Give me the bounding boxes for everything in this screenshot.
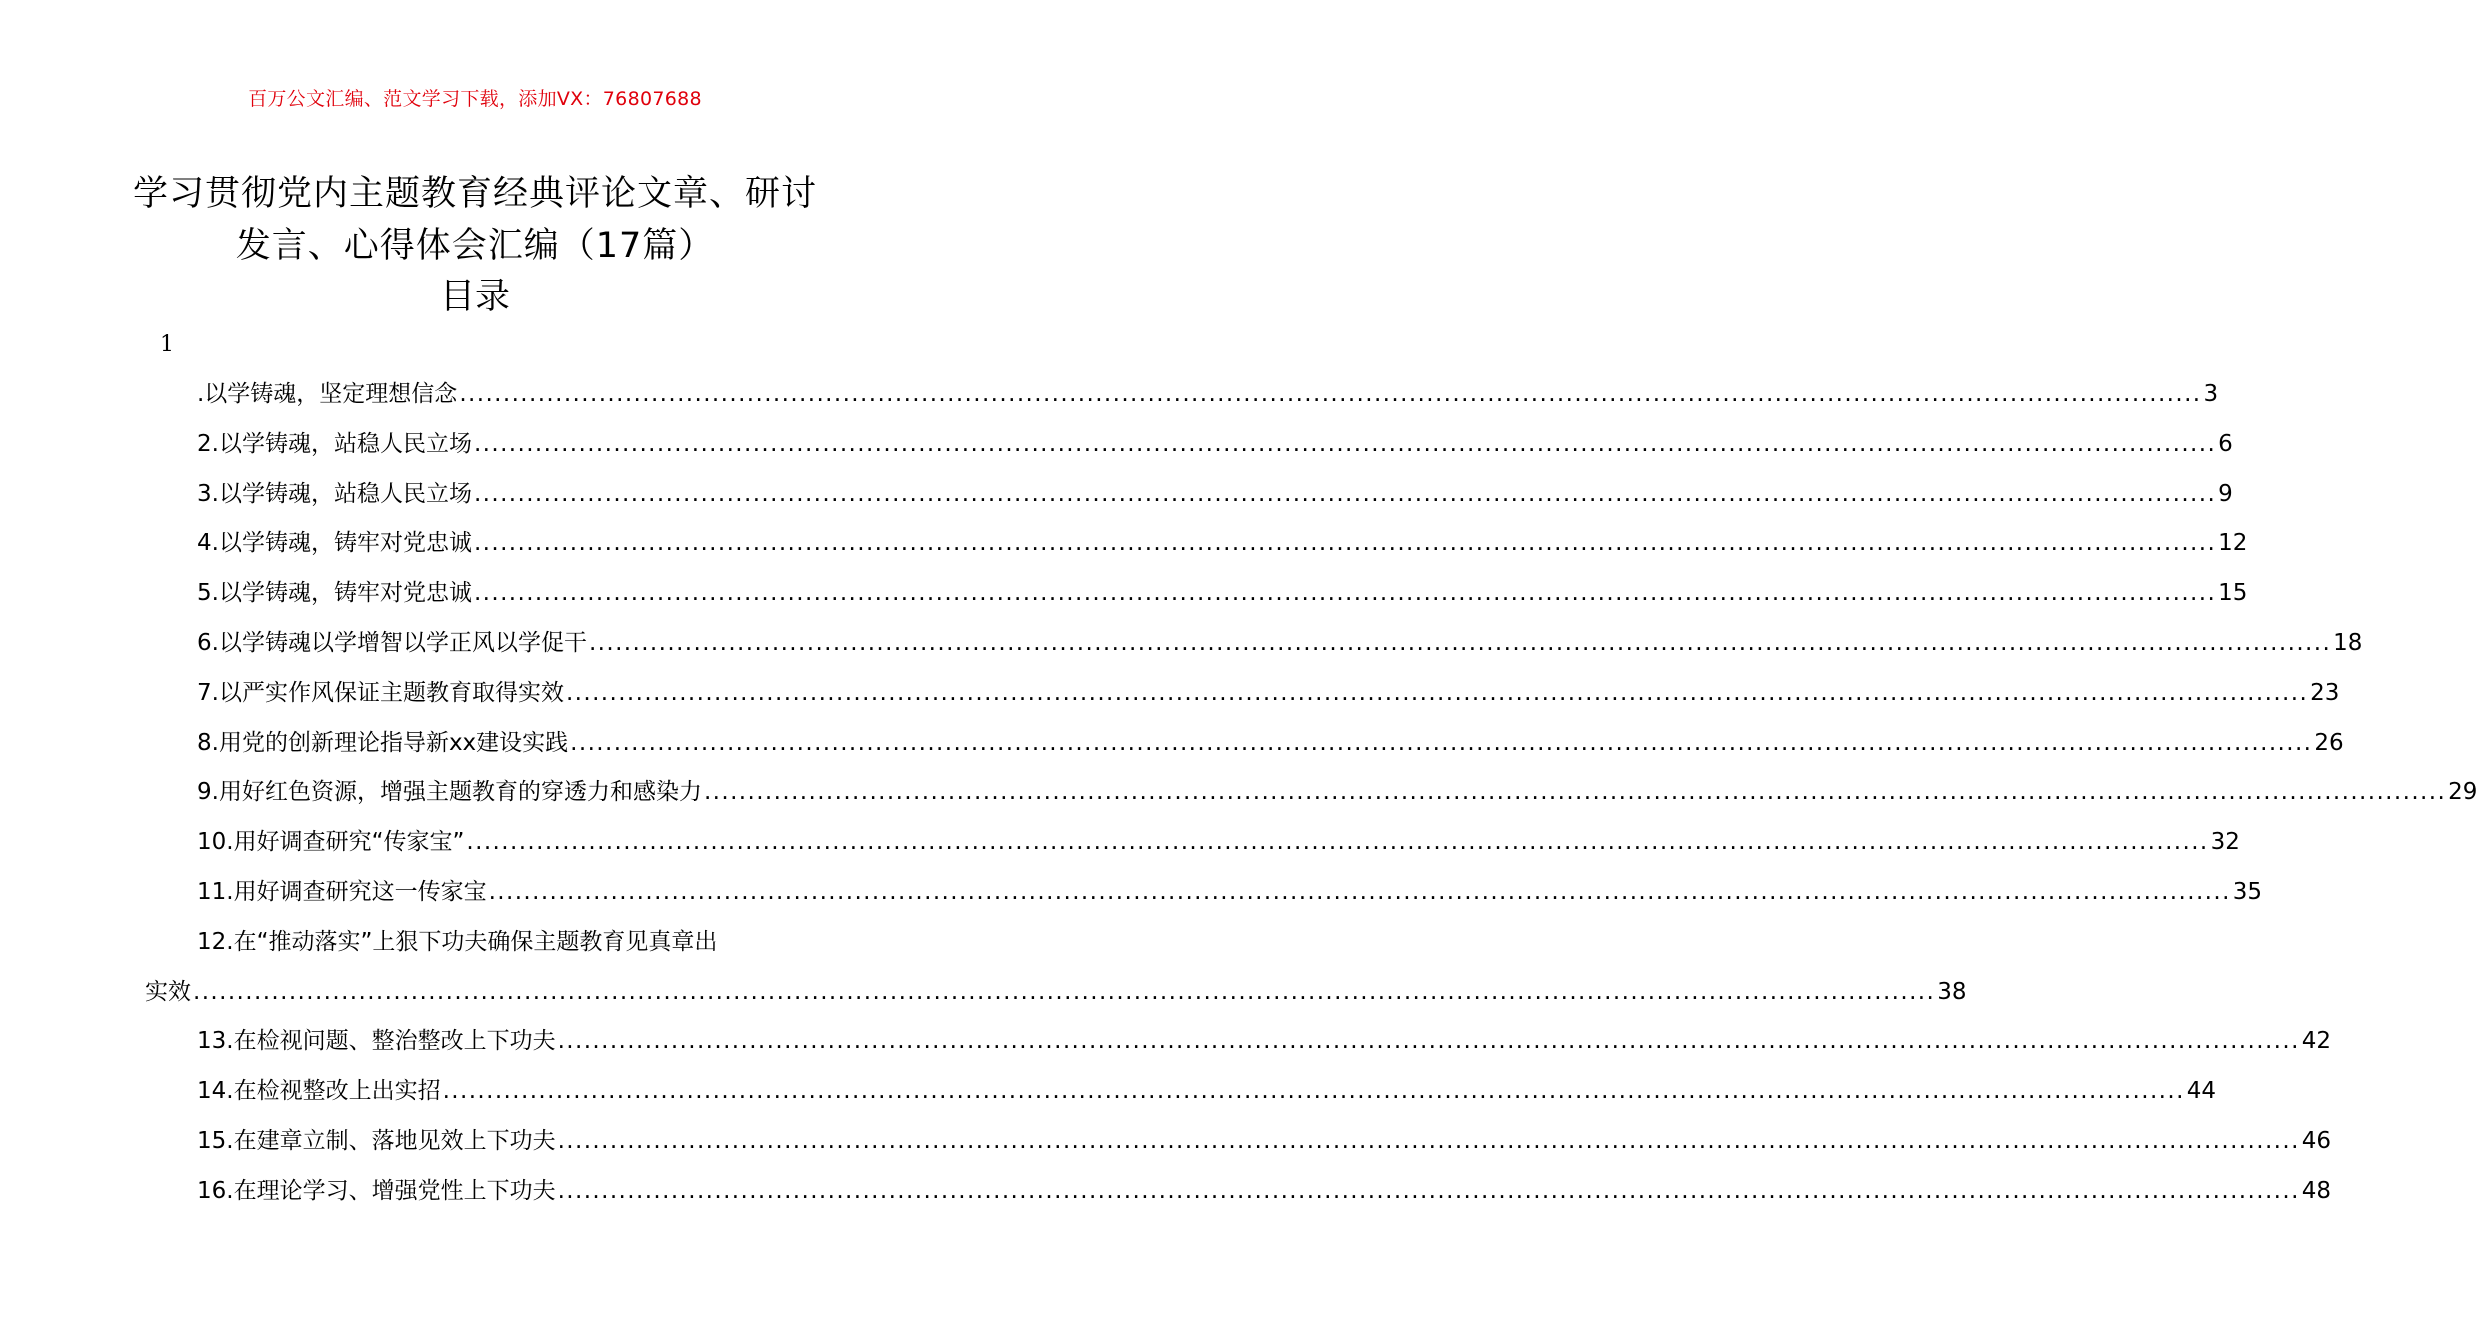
toc-leader-dots: ........................................................................................................................................................................................................ [466, 829, 2209, 856]
toc-entry[interactable] [145, 818, 2240, 868]
toc-leader-dots: ........................................................................................................................................................................................................ [442, 1078, 2185, 1105]
toc-entry[interactable] [145, 1117, 2332, 1167]
toc-leader-dots: ........................................................................................................................................................................................................ [703, 779, 2447, 806]
table-of-contents [145, 370, 2477, 1217]
watermark-header: 百万公文汇编、范文学习下载，添加VX：76807688 [248, 88, 702, 110]
toc-entry[interactable] [145, 719, 2344, 769]
toc-entry-title: 4.以学铸魂，铸牢对党忠诚 [197, 530, 472, 557]
toc-entry-title: 3.以学铸魂，站稳人民立场 [197, 480, 472, 507]
toc-leader-dots: ........................................................................................................................................................................................................ [193, 978, 1936, 1005]
toc-entry-page: 29 [2448, 779, 2477, 806]
toc-entry-continuation[interactable] [145, 968, 1967, 1018]
toc-entry-title: 7.以严实作风保证主题教育取得实效 [197, 679, 564, 706]
toc-entry[interactable] [145, 1067, 2217, 1117]
toc-entry-page: 9 [2218, 480, 2233, 507]
toc-entry-title: 11.用好调查研究这一传家宝 [197, 878, 487, 905]
toc-heading: 目录 [439, 277, 510, 317]
toc-leader-dots: ........................................................................................................................................................................................................ [557, 1127, 2300, 1154]
toc-entry-page: 23 [2310, 679, 2340, 706]
toc-leader-dots: ........................................................................................................................................................................................................ [473, 480, 2217, 507]
toc-entry-title: 14.在检视整改上出实招 [197, 1078, 441, 1105]
toc-entry-page: 42 [2301, 1028, 2332, 1055]
toc-entry-page: 3 [2203, 381, 2219, 407]
toc-entry-page: 18 [2333, 629, 2363, 656]
toc-entry-page: 38 [1937, 978, 1967, 1005]
toc-entry-page: 12 [2218, 530, 2248, 557]
toc-entry-page: 6 [2218, 430, 2233, 457]
toc-entry-title: 6.以学铸魂以学增智以学正风以学促干 [197, 629, 587, 656]
toc-entry-title: .以学铸魂，坚定理想信念 [197, 381, 458, 407]
toc-entry-title: 10.用好调查研究“传家宝” [197, 829, 465, 856]
toc-entry-page: 26 [2314, 729, 2344, 756]
toc-entry[interactable] [145, 470, 2233, 520]
toc-entry-title-line1: 12.在“推动落实”上狠下功夫确保主题教育见真章出 [197, 928, 718, 955]
stray-number: 1 [160, 332, 174, 357]
toc-entry-title: 16.在理论学习、增强党性上下功夫 [197, 1177, 556, 1204]
toc-entry[interactable] [145, 918, 807, 968]
toc-entry-title: 8.用党的创新理论指导新xx建设实践 [197, 729, 569, 756]
toc-entry-title: 2.以学铸魂，站稳人民立场 [197, 430, 472, 457]
toc-entry-title: 9.用好红色资源，增强主题教育的穿透力和感染力 [197, 779, 702, 806]
toc-entry[interactable] [145, 1167, 2332, 1217]
toc-leader-dots: ........................................................................................................................................................................................................ [488, 878, 2231, 905]
toc-entry-title-line2: 实效 [145, 978, 191, 1005]
toc-leader-dots: ........................................................................................................................................................................................................ [557, 1028, 2300, 1055]
toc-leader-dots: ........................................................................................................................................................................................................ [570, 729, 2313, 756]
toc-leader-dots: ........................................................................................................................................................................................................ [588, 629, 2332, 656]
toc-entry[interactable] [145, 370, 2219, 420]
toc-entry-page: 44 [2186, 1078, 2217, 1105]
toc-leader-dots: ........................................................................................................................................................................................................ [459, 381, 2202, 407]
toc-entry[interactable] [145, 669, 2340, 719]
toc-entry-title: 13.在检视问题、整治整改上下功夫 [197, 1028, 556, 1055]
toc-entry-title: 5.以学铸魂，铸牢对党忠诚 [197, 580, 472, 607]
document-title: 学习贯彻党内主题教育经典评论文章、研讨发言、心得体会汇编（17篇） [132, 174, 817, 266]
toc-entry[interactable] [145, 768, 2477, 818]
toc-entry-title: 15.在建章立制、落地见效上下功夫 [197, 1127, 556, 1154]
toc-entry[interactable] [145, 868, 2263, 918]
toc-leader-dots: ........................................................................................................................................................................................................ [473, 530, 2217, 557]
toc-leader-dots: ........................................................................................................................................................................................................ [473, 580, 2217, 607]
toc-leader-dots: ........................................................................................................................................................................................................ [565, 679, 2309, 706]
toc-entry[interactable] [145, 519, 2248, 569]
toc-entry[interactable] [145, 619, 2363, 669]
toc-entry-page: 48 [2301, 1177, 2332, 1204]
toc-entry[interactable] [145, 569, 2248, 619]
toc-leader-dots: ........................................................................................................................................................................................................ [473, 430, 2217, 457]
toc-leader-dots: ........................................................................................................................................................................................................ [557, 1177, 2300, 1204]
toc-entry-page: 15 [2218, 580, 2248, 607]
toc-entry-page: 35 [2232, 878, 2263, 905]
toc-entry[interactable] [145, 1017, 2332, 1067]
toc-entry-page: 46 [2301, 1127, 2332, 1154]
toc-entry[interactable] [145, 420, 2233, 470]
toc-entry-page: 32 [2210, 829, 2240, 856]
